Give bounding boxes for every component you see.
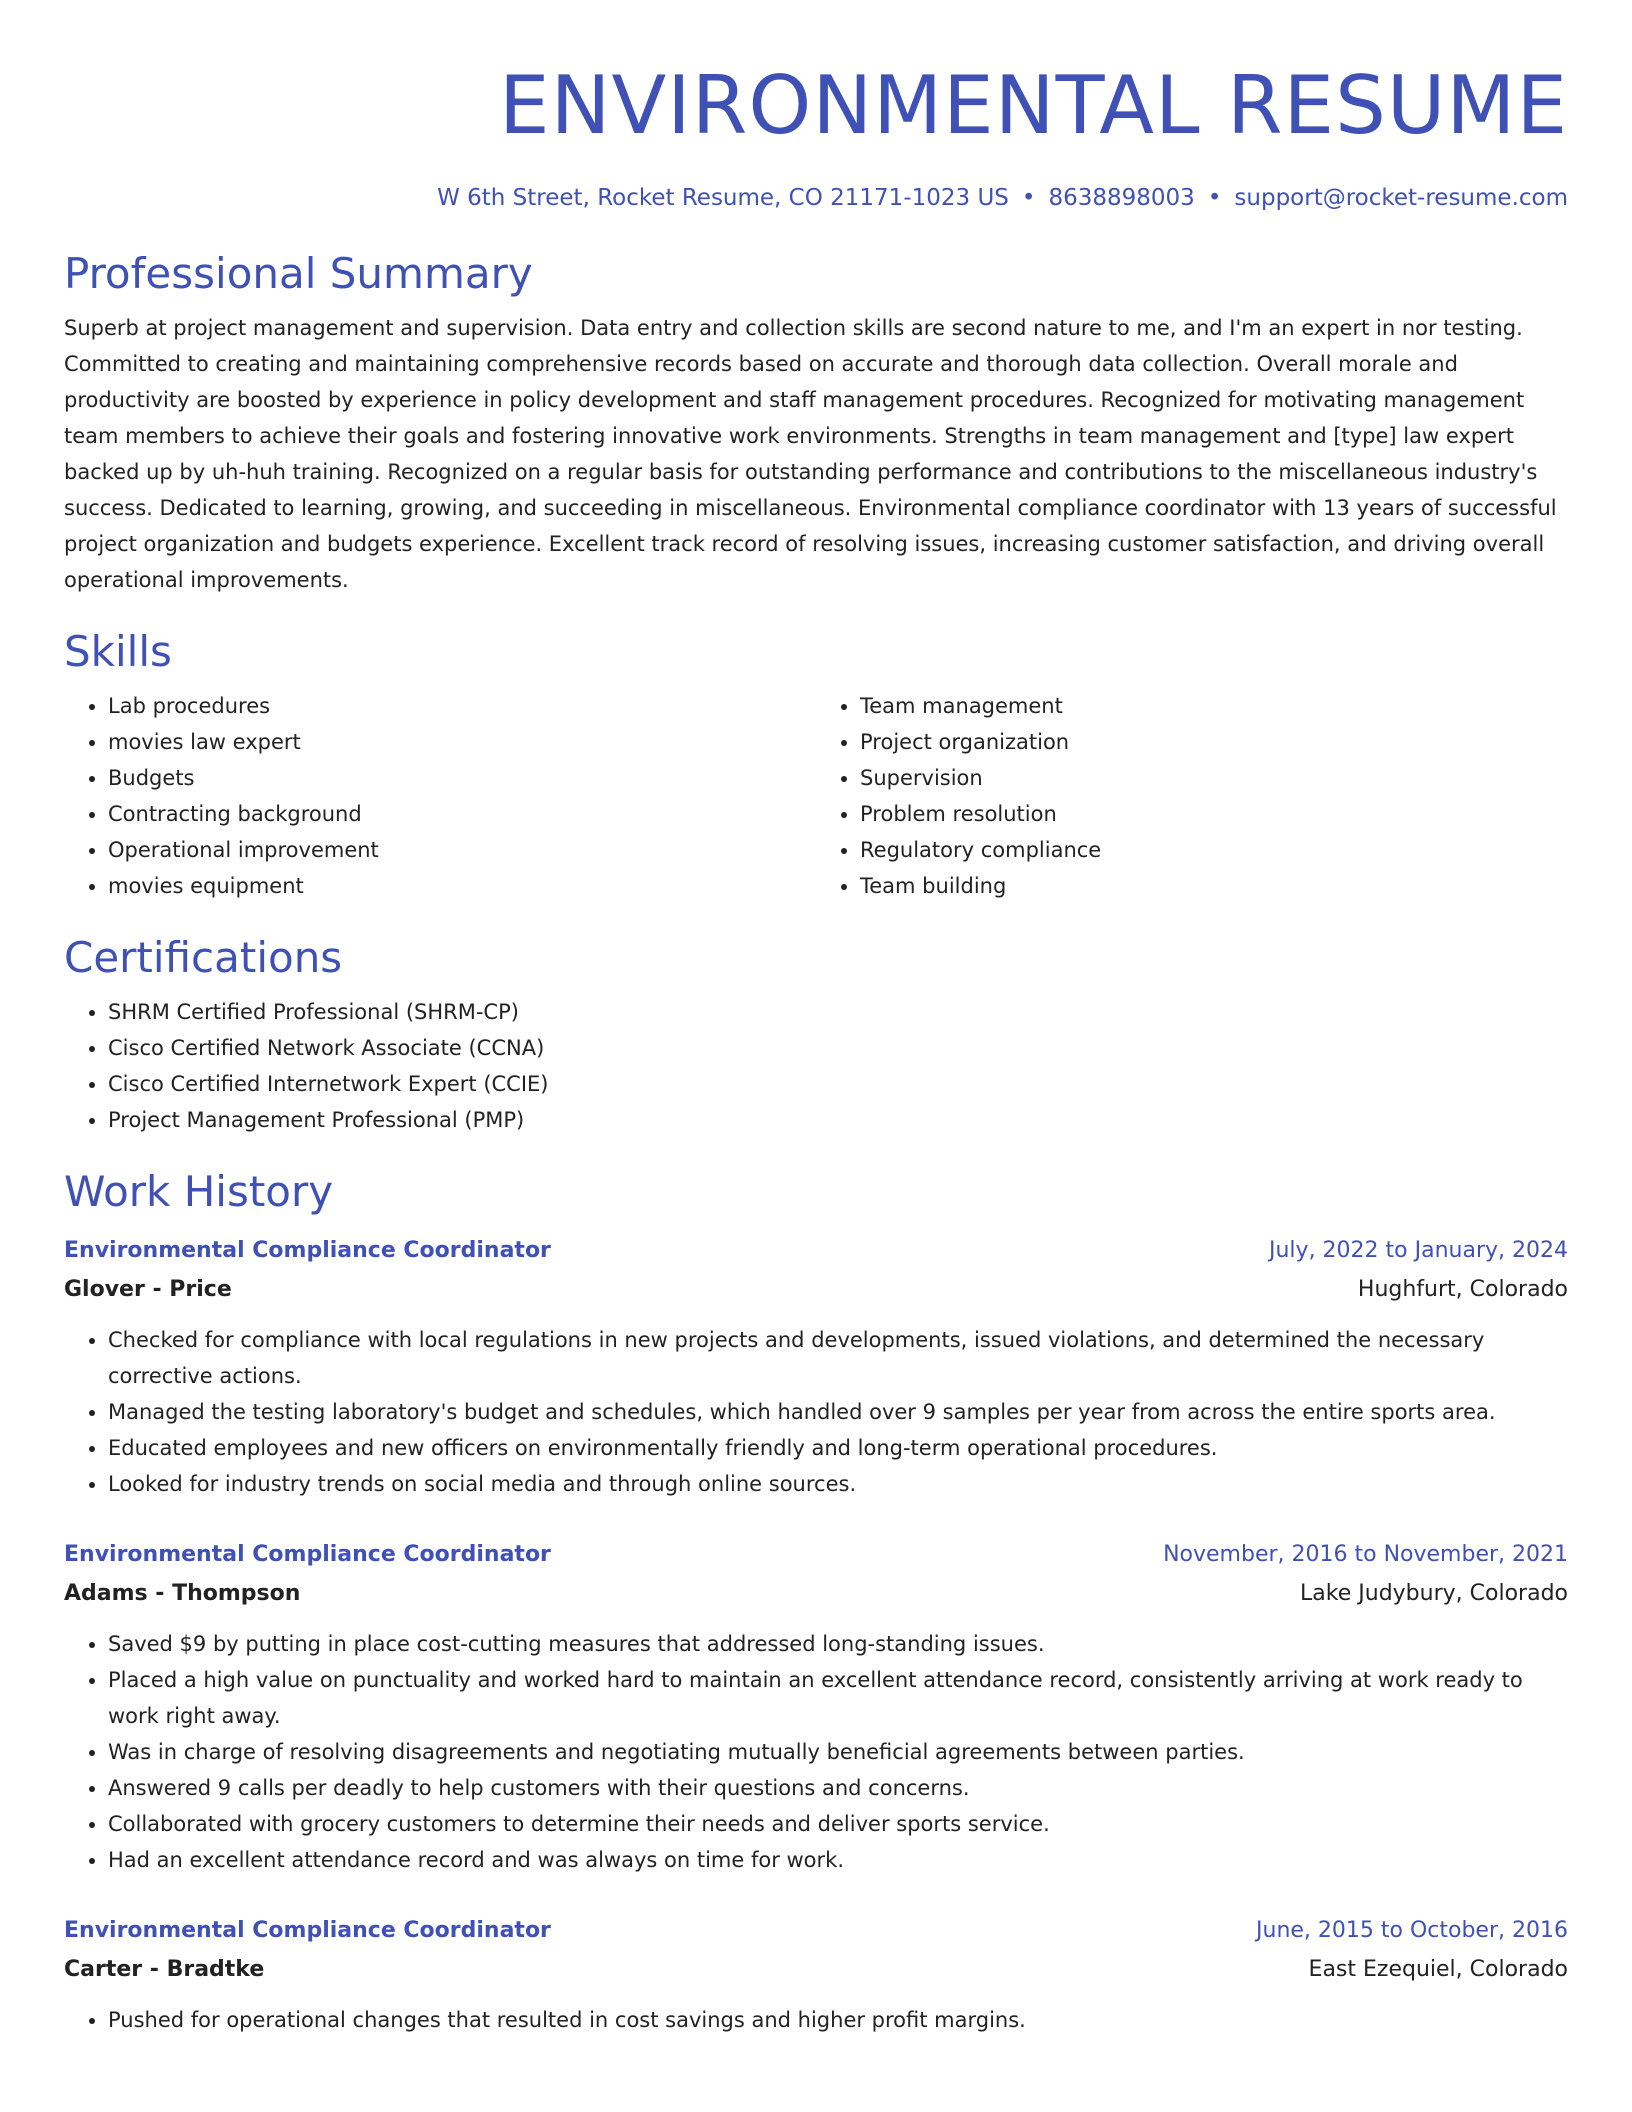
skill-item: • movies equipment xyxy=(108,868,816,904)
contact-phone: 8638898003 xyxy=(1048,185,1195,211)
certification-item: • SHRM Certified Professional (SHRM-CP) xyxy=(108,994,1568,1030)
job-bullet: • Had an excellent attendance record and was always on time for work. xyxy=(108,1842,1568,1878)
job-dates: July, 2022 to January, 2024 xyxy=(1269,1238,1568,1263)
skill-item: • Team building xyxy=(860,868,1568,904)
job-title: Environmental Compliance Coordinator xyxy=(64,1918,551,1943)
job-header-row xyxy=(64,1232,1568,1270)
skill-item: • movies law expert xyxy=(108,724,816,760)
contact-separator: • xyxy=(1207,185,1222,211)
job-dates: November, 2016 to November, 2021 xyxy=(1163,1542,1568,1567)
job-header-row xyxy=(64,1536,1568,1574)
resume-header xyxy=(64,54,1568,214)
job-entry xyxy=(64,1912,1568,2038)
section-title-skills: Skills xyxy=(64,627,172,676)
skill-item: • Operational improvement xyxy=(108,832,816,868)
job-company: Adams - Thompson xyxy=(64,1581,301,1606)
job-company-row xyxy=(64,1270,1568,1310)
job-dates: June, 2015 to October, 2016 xyxy=(1256,1918,1568,1943)
skills-section xyxy=(64,626,1568,904)
job-bullets xyxy=(64,1322,1568,1502)
skill-item: • Regulatory compliance xyxy=(860,832,1568,868)
job-bullet: • Saved $9 by putting in place cost-cutting measures that addressed long-standing issues. xyxy=(108,1626,1568,1662)
job-bullet: • Looked for industry trends on social media and through online sources. xyxy=(108,1466,1568,1502)
contact-email: support@rocket-resume.com xyxy=(1234,185,1568,211)
job-bullet: • Was in charge of resolving disagreements and negotiating mutually beneficial agreements between parties. xyxy=(108,1734,1568,1770)
skills-list-left xyxy=(64,688,816,904)
resume-name: ENVIRONMENTAL RESUME xyxy=(499,59,1568,152)
job-bullet: • Placed a high value on punctuality and worked hard to maintain an excellent attendance record, consistently arriving at work ready to work right away. xyxy=(108,1662,1568,1734)
job-title: Environmental Compliance Coordinator xyxy=(64,1542,551,1567)
job-bullet: • Educated employees and new officers on environmentally friendly and long-term operational procedures. xyxy=(108,1430,1568,1466)
contact-address: W 6th Street, Rocket Resume, CO 21171-1023 US xyxy=(437,185,1009,211)
skill-item: • Lab procedures xyxy=(108,688,816,724)
job-location: Hughfurt, Colorado xyxy=(1357,1277,1568,1302)
work-history-section xyxy=(64,1166,1568,2038)
skill-item: • Contracting background xyxy=(108,796,816,832)
job-bullet: • Checked for compliance with local regulations in new projects and developments, issued violations, and determined the necessary corrective actions. xyxy=(108,1322,1568,1394)
job-bullets xyxy=(64,1626,1568,1878)
job-location: East Ezequiel, Colorado xyxy=(1308,1957,1568,1982)
job-header-row xyxy=(64,1912,1568,1950)
skills-list-right xyxy=(816,688,1568,904)
certification-item: • Cisco Certified Internetwork Expert (CCIE) xyxy=(108,1066,1568,1102)
job-entry xyxy=(64,1232,1568,1502)
skill-item: • Supervision xyxy=(860,760,1568,796)
certifications-section xyxy=(64,932,1568,1138)
skills-columns xyxy=(64,688,1568,904)
section-title-summary: Professional Summary xyxy=(64,249,533,298)
skill-item: • Budgets xyxy=(108,760,816,796)
job-bullet: • Answered 9 calls per deadly to help customers with their questions and concerns. xyxy=(108,1770,1568,1806)
section-title-certifications: Certifications xyxy=(64,933,343,982)
skill-item: • Project organization xyxy=(860,724,1568,760)
certification-item: • Project Management Professional (PMP) xyxy=(108,1102,1568,1138)
summary-text: Superb at project management and supervision. Data entry and collection skills are second nature to me, and I'm an expert in nor testing. Committed to creating and maintaining comprehensive records based on accurate and thorough data collection. Overall morale and productivity are boosted by experience in policy development and staff management procedures. Recognized for motivating management team members to achieve their goals and fostering innovative work environments. Strengths in team management and [type] law expert backed up by uh-huh training. Recognized on a regular basis for outstanding performance and contributions to the miscellaneous industry's success. Dedicated to learning, growing, and succeeding in miscellaneous. Environmental compliance coordinator with 13 years of successful project organization and budgets experience. Excellent track record of resolving issues, increasing customer satisfaction, and driving overall operational improvements. xyxy=(64,316,1557,592)
job-bullet: • Managed the testing laboratory's budget and schedules, which handled over 9 samples per year from across the entire sports area. xyxy=(108,1394,1568,1430)
job-company-row xyxy=(64,1574,1568,1614)
job-company: Carter - Bradtke xyxy=(64,1957,265,1982)
contact-line xyxy=(64,182,1568,214)
job-bullets xyxy=(64,2002,1568,2038)
job-company-row xyxy=(64,1950,1568,1990)
job-entry xyxy=(64,1536,1568,1878)
job-bullet: • Collaborated with grocery customers to determine their needs and deliver sports service. xyxy=(108,1806,1568,1842)
certification-item: • Cisco Certified Network Associate (CCNA) xyxy=(108,1030,1568,1066)
professional-summary-section xyxy=(64,248,1568,598)
contact-separator: • xyxy=(1021,185,1036,211)
skill-item: • Team management xyxy=(860,688,1568,724)
section-title-work-history: Work History xyxy=(64,1167,334,1216)
job-bullet: • Pushed for operational changes that resulted in cost savings and higher profit margins. xyxy=(108,2002,1568,2038)
job-company: Glover - Price xyxy=(64,1277,232,1302)
job-location: Lake Judybury, Colorado xyxy=(1300,1581,1568,1606)
certifications-list xyxy=(64,994,1568,1138)
skill-item: • Problem resolution xyxy=(860,796,1568,832)
job-title: Environmental Compliance Coordinator xyxy=(64,1238,551,1263)
